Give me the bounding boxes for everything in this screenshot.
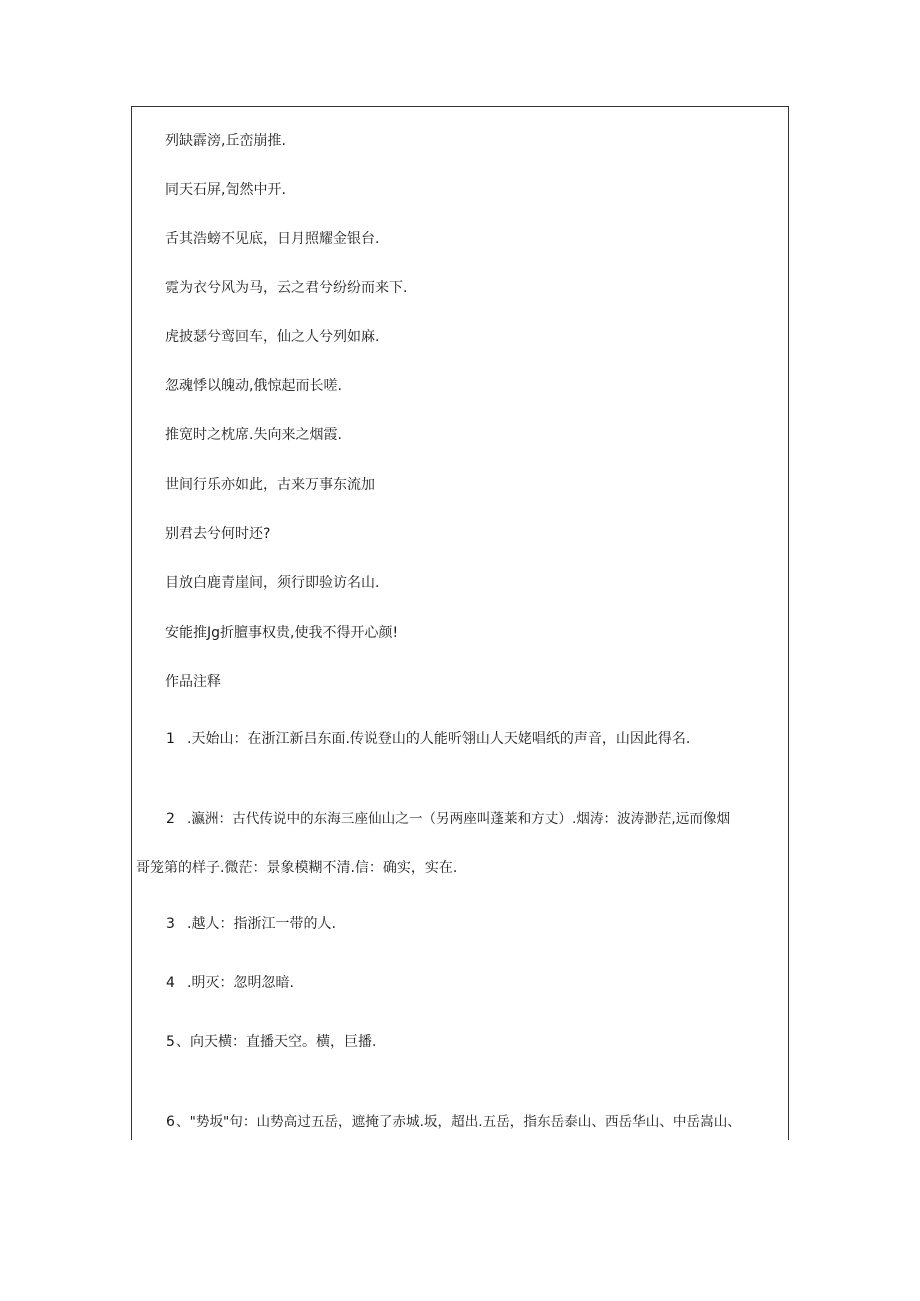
note-text: 、向天横：直播天空。横，巨播. <box>176 1034 377 1050</box>
note-number: 4 <box>166 975 175 991</box>
poem-line: 列缺霹滂,丘峦崩推. <box>165 133 286 149</box>
poem-line: 别君去兮何时还? <box>165 526 271 542</box>
note-number: 3 <box>166 916 175 932</box>
poem-line: 安能推Jg折膻事权贵,使我不得开心颜! <box>165 625 399 641</box>
notes-heading: 作品注释 <box>165 674 221 690</box>
note-text-continued: 哥笼第的样子.微茫：景象模糊不清.信：确实，实在. <box>136 860 458 876</box>
note-text: .越人：指浙江一带的人. <box>187 916 336 932</box>
note-number: 5 <box>166 1034 175 1050</box>
poem-line: 世间行乐亦如此，古来万事东流加 <box>165 477 375 493</box>
note-text: .天始山：在浙江新吕东面.传说登山的人能听翎山人天姥唱纸的声音，山因此得名. <box>187 731 691 747</box>
poem-line: 虎披瑟兮鸾回车，仙之人兮列如麻. <box>165 329 380 345</box>
note-text: 、"势坂"句：山势高过五岳，遮掩了赤城.坂，超出.五岳，指东岳泰山、西岳华山、中岳嵩山、 <box>176 1114 741 1130</box>
note-number: 2 <box>166 811 175 827</box>
note-text: .明灭：忽明忽暗. <box>187 975 294 991</box>
poem-line: 霓为衣兮风为马，云之君兮纷纷而来下. <box>165 280 408 296</box>
poem-line: 忽魂悸以魄动,俄惊起而长嗟. <box>165 378 342 394</box>
poem-line: 同天石屏,訇然中开. <box>165 182 286 198</box>
poem-line: 推宽时之枕席.失向来之烟霞. <box>165 427 342 443</box>
note-number: 6 <box>166 1114 175 1130</box>
note-number: 1 <box>166 731 175 747</box>
note-text: .瀛洲：古代传说中的东海三座仙山之一（另两座叫蓬莱和方丈）.烟涛：波涛渺茫,远而像烟 <box>187 811 731 827</box>
poem-line: 舌其浩螃不见底，日月照耀金银台. <box>165 231 380 247</box>
poem-line: 目放白鹿青崖间，须行即验访名山. <box>165 575 380 591</box>
